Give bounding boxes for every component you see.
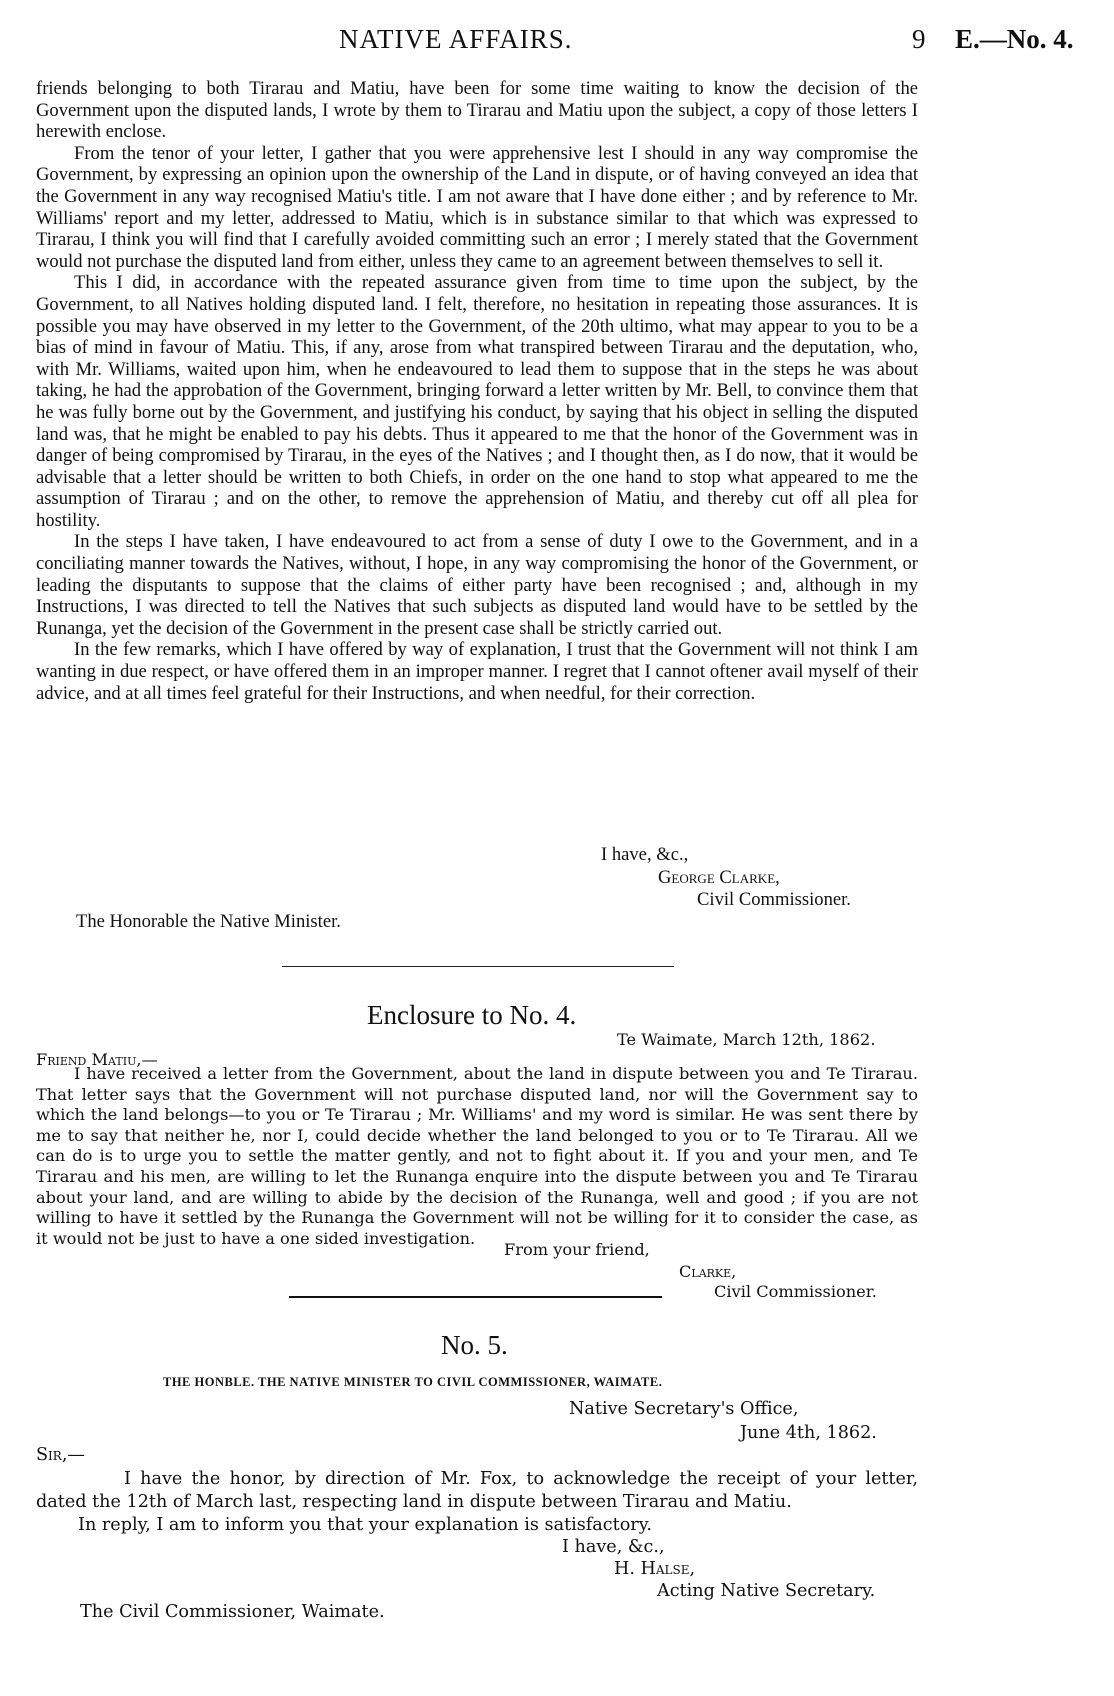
enclosure-signature-title: Civil Commissioner. [714,1282,877,1301]
letter-signature-title: Civil Commissioner. [697,889,851,910]
no5-heading: No. 5. [441,1330,508,1360]
no5-office: Native Secretary's Office, [569,1399,799,1419]
enclosure-signature-name: Clarke, [679,1262,737,1281]
enclosure-paragraph: I have received a letter from the Government, about the land in dispute between you and Te Tirarau. That letter says that the Government will not purchase disputed land, nor will the Government say to which the land belongs—to you or Te Tirarau ; Mr. Williams' and my word is similar. He was sent there by me to say that neither he, nor I, could decide whether the land belonged to you or to Te Tirarau. All we can do is to urge you to settle the matter gently, and not to fight about it. If you and your men, and Te Tirarau and his men, are willing to let the Runanga enquire into the dispute between you and Te Tirarau about your land, and are willing to abide by the decision of the Runanga, well and good ; if you are not willing to have it settled by the Runanga the Government will not be willing for it to consider the case, as it would not be just to have a one sided investigation. [36,1064,918,1248]
running-title: NATIVE AFFAIRS. [339,24,573,54]
no5-paragraph-1: I have the honor, by direction of Mr. Fox, to acknowledge the receipt of your letter, dated the 12th of March last, respecting land in dispute between Tirarau and Matiu. [36,1469,918,1512]
letter-body [36,78,918,704]
letter-closing: I have, &c., [601,844,689,865]
letter-paragraph-1: friends belonging to both Tirarau and Matiu, have been for some time waiting to know the decision of the Government upon the disputed lands, I wrote by them to Tirarau and Matiu upon the subject, a copy of those letters I herewith enclose. [36,78,918,143]
enclosure-heading: Enclosure to No. 4. [367,1000,577,1030]
letter-paragraph-3: This I did, in accordance with the repeated assurance given from time to time upon the subject, by the Government, to all Natives holding disputed land. I felt, therefore, no hesitation in repeating those assurances. It is possible you may have observed in my letter to the Government, of the 20th ultimo, what may appear to you to be a bias of mind in favour of Matiu. This, if any, arose from what transpired between Tirarau and the deputation, who, with Mr. Williams, waited upon him, when he endeavoured to lead them to suppose that in the steps he was about taking, he had the approbation of the Government, bringing forward a letter written by Mr. Bell, to convince them that he was fully borne out by the Government, and justifying his conduct, by saying that his object in selling the disputed land was, that he might be enabled to pay his debts. Thus it appeared to me that the honor of the Government was in danger of being compromised by Tirarau, in the eyes of the Natives ; and I thought then, as I do now, that it would be advisable that a letter should be written to both Chiefs, in order on the one hand to stop what appeared to me the assumption of Tirarau ; and on the other, to remove the apprehension of Matiu, and thereby cut off all plea for hostility. [36,272,918,531]
page-header [0,24,1114,58]
section-divider [282,966,674,967]
no5-date: June 4th, 1862. [740,1423,877,1443]
no5-addressee: The Civil Commissioner, Waimate. [80,1602,385,1622]
letter-signature-name: George Clarke, [658,867,780,888]
no5-paragraph-2: In reply, I am to inform you that your explanation is satisfactory. [78,1515,652,1535]
enclosure-closing: From your friend, [504,1240,650,1259]
enclosure-salutation: Friend Matiu,— [36,1050,158,1069]
document-reference: E.—No. 4. [955,24,1074,54]
enclosure-body [36,1064,918,1249]
no5-signature-name: H. Halse, [614,1559,696,1579]
letter-paragraph-4: In the steps I have taken, I have endeavoured to act from a sense of duty I owe to the Government, and in a conciliating manner towards the Natives, without, I hope, in any way compromising the honor of the Government, or leading the disputants to suppose that the claims of either party have been recognised ; and, although in my Instructions, I was directed to tell the Natives that such subjects as disputed land would have to be settled by the Runanga, yet the decision of the Government in the present case shall be strictly carried out. [36,531,918,639]
no5-subheading: THE HONBLE. THE NATIVE MINISTER TO CIVIL COMMISSIONER, WAIMATE. [163,1375,663,1389]
no5-body [36,1468,918,1537]
no5-signature-title: Acting Native Secretary. [657,1581,876,1601]
letter-addressee: The Honorable the Native Minister. [76,911,341,932]
section-divider-thick [289,1296,662,1298]
letter-paragraph-5: In the few remarks, which I have offered by way of explanation, I trust that the Government will not think I am wanting in due respect, or have offered them in an improper manner. I regret that I cannot oftener avail myself of their advice, and at all times feel grateful for their Instructions, and when needful, for their correction. [36,639,918,704]
no5-closing: I have, &c., [562,1537,665,1557]
letter-paragraph-2: From the tenor of your letter, I gather that you were apprehensive lest I should in any way compromise the Government, by expressing an opinion upon the ownership of the Land in dispute, or of having conveyed an idea that the Government in any way recognised Matiu's title. I am not aware that I have done either ; and by reference to Mr. Williams' report and my letter, addressed to Matiu, which is in substance similar to that which was expressed to Tirarau, I think you will find that I carefully avoided committing such an error ; I merely stated that the Government would not purchase the disputed land from either, unless they came to an agreement between themselves to sell it. [36,142,918,272]
no5-salutation: Sir,— [36,1445,86,1465]
page-number: 9 [912,24,926,54]
enclosure-place-date: Te Waimate, March 12th, 1862. [617,1030,876,1049]
